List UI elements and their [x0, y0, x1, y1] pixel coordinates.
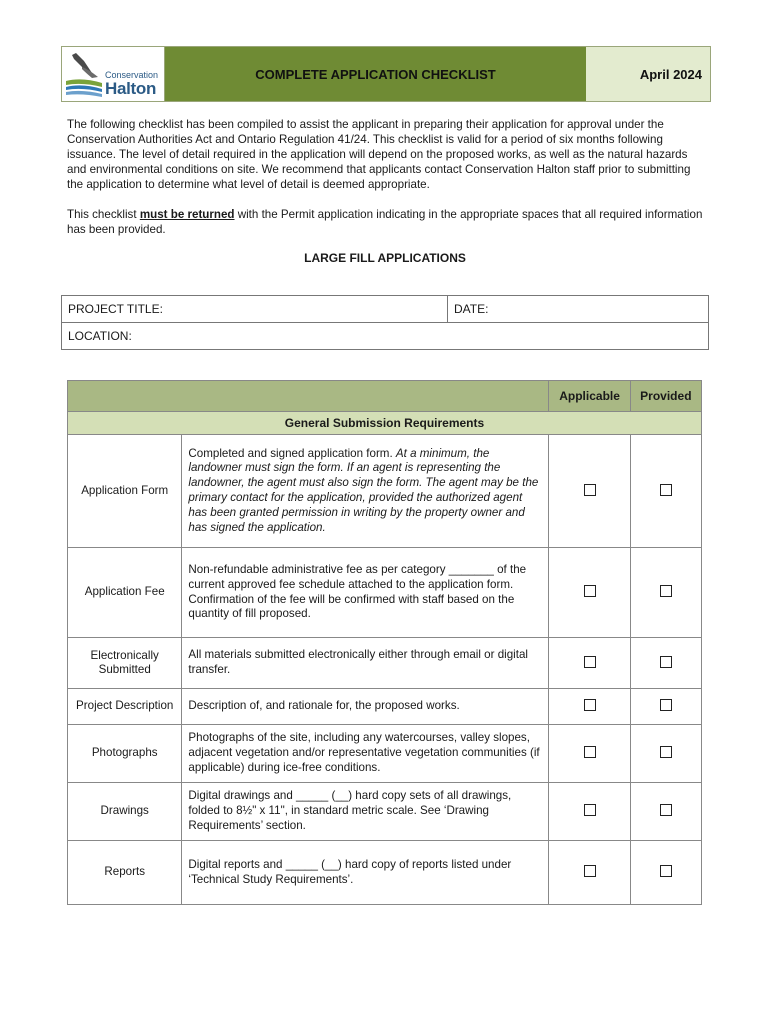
- applicable-cell: [549, 841, 630, 905]
- row-description-italic: At a minimum, the landowner must sign the form. If an agent is representing the landowner, the agent must also sign the form. The agent may be the primary contact for the application, provided the authorized agent has been granted permission in writing by the property owner and has signed the application.: [188, 446, 539, 534]
- applicable-cell: [549, 638, 630, 689]
- provided-checkbox[interactable]: [660, 585, 672, 597]
- provided-checkbox[interactable]: [660, 656, 672, 668]
- document-title: COMPLETE APPLICATION CHECKLIST: [165, 47, 586, 101]
- section-heading: LARGE FILL APPLICATIONS: [304, 251, 466, 265]
- column-header-provided: Provided: [630, 381, 701, 412]
- row-description: Description of, and rationale for, the proposed works.: [182, 689, 549, 725]
- table-row: [68, 435, 702, 548]
- row-category: Project Description: [68, 689, 182, 725]
- row-description: Digital drawings and _____ (__) hard copy sets of all drawings, folded to 8½" x 11", in standard metric scale. See ‘Drawing Requirements’ section.: [182, 783, 549, 841]
- intro-paragraph-2-post: with the Permit application indicating in the appropriate spaces that all required information has been provided.: [67, 208, 703, 236]
- provided-checkbox[interactable]: [660, 865, 672, 877]
- table-row: [68, 638, 702, 689]
- checklist-subheading-row: [68, 412, 702, 435]
- intro-paragraph-2: [67, 207, 707, 237]
- provided-checkbox[interactable]: [660, 804, 672, 816]
- subheading-general-submission: General Submission Requirements: [68, 412, 702, 435]
- applicable-checkbox[interactable]: [584, 484, 596, 496]
- intro-paragraph-2-pre: This checklist: [67, 208, 140, 221]
- row-description: Digital reports and _____ (__) hard copy of reports listed under ‘Technical Study Requirements’.: [182, 841, 549, 905]
- row-description: Photographs of the site, including any watercourses, valley slopes, adjacent vegetation and/or representative vegetation communities (if applicable) during ice-free conditions.: [182, 725, 549, 783]
- applicable-cell: [549, 725, 630, 783]
- table-row: [68, 548, 702, 638]
- checklist-header-blank: [68, 381, 549, 412]
- checklist-table: [67, 380, 702, 905]
- applicable-checkbox[interactable]: [584, 699, 596, 711]
- table-row: [68, 783, 702, 841]
- row-description-plain: Completed and signed application form.: [188, 446, 396, 460]
- conservation-halton-logo: [62, 47, 165, 101]
- location-field[interactable]: LOCATION:: [62, 323, 709, 350]
- row-category: Photographs: [68, 725, 182, 783]
- applicable-cell: [549, 548, 630, 638]
- intro-paragraph-1: The following checklist has been compiled to assist the applicant in preparing their application for approval under the Conservation Authorities Act and Ontario Regulation 41/24. This checklist is valid for a period of six months following issuance. The level of detail required in the application will depend on the proposed works, as well as the natural hazards and environmental conditions on site. We recommend that applicants contact Conservation Halton staff prior to submitting the application to determine what level of detail is deemed appropriate.: [67, 118, 691, 191]
- provided-checkbox[interactable]: [660, 746, 672, 758]
- row-description: All materials submitted electronically either through email or digital transfer.: [182, 638, 549, 689]
- provided-cell: [630, 841, 701, 905]
- applicable-cell: [549, 435, 630, 548]
- provided-cell: [630, 638, 701, 689]
- provided-cell: [630, 783, 701, 841]
- project-info-table: [61, 295, 709, 350]
- provided-cell: [630, 548, 701, 638]
- date-field[interactable]: DATE:: [448, 296, 709, 323]
- applicable-checkbox[interactable]: [584, 865, 596, 877]
- provided-cell: [630, 689, 701, 725]
- provided-cell: [630, 435, 701, 548]
- applicable-checkbox[interactable]: [584, 746, 596, 758]
- applicable-checkbox[interactable]: [584, 585, 596, 597]
- table-row: [68, 725, 702, 783]
- provided-cell: [630, 725, 701, 783]
- applicable-checkbox[interactable]: [584, 804, 596, 816]
- applicable-checkbox[interactable]: [584, 656, 596, 668]
- provided-checkbox[interactable]: [660, 484, 672, 496]
- provided-checkbox[interactable]: [660, 699, 672, 711]
- document-header: [61, 46, 711, 102]
- row-category: Electronically Submitted: [68, 638, 182, 689]
- document-date: April 2024: [586, 47, 710, 101]
- column-header-applicable: Applicable: [549, 381, 630, 412]
- row-description: Non-refundable administrative fee as per category _______ of the current approved fee schedule attached to the application form. Confirmation of the fee will be confirmed with staff based on the quantity of fill proposed.: [182, 548, 549, 638]
- intro-paragraph-2-bold: must be returned: [139, 208, 235, 221]
- table-row: [68, 689, 702, 725]
- applicable-cell: [549, 783, 630, 841]
- row-category: Application Form: [68, 435, 182, 548]
- checklist-header-row: [68, 381, 702, 412]
- applicable-cell: [549, 689, 630, 725]
- project-title-field[interactable]: PROJECT TITLE:: [62, 296, 448, 323]
- table-row: [68, 841, 702, 905]
- row-category: Application Fee: [68, 548, 182, 638]
- logo-text-halton: Halton: [105, 79, 157, 98]
- row-category: Drawings: [68, 783, 182, 841]
- logo-text-conservation: Conservation: [105, 70, 159, 80]
- row-description: [182, 435, 549, 548]
- row-category: Reports: [68, 841, 182, 905]
